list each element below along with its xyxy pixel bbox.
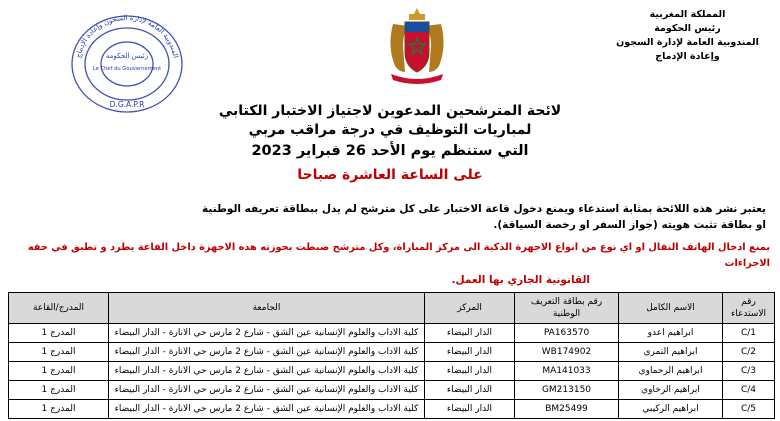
notice-devices-line-1: يمنع ادخال الهاتف النقال او اي نوع من انواع الاجهزة الذكية الى مركز المباراة، وكل مترشح ضبطت بحوزته هذه الاجهزة داخل القاعة يطرد و تطبق في حقه الاجراءات	[27, 242, 770, 269]
table-header-row	[9, 293, 775, 324]
cell-num: C/2	[723, 343, 775, 362]
title-line-1: لائحة المترشحين المدعوين لاجتياز الاختبار الكتابي	[218, 103, 562, 119]
col-header-id: رقم بطاقة التعريف الوطنية	[515, 293, 619, 324]
stamp-inner-french: Le Chef du Gouvernement	[92, 66, 162, 72]
col-header-name: الاسم الكامل	[619, 293, 723, 324]
cell-name: ابراهيم الركيبي	[619, 400, 723, 419]
cell-center: الدار البيضاء	[425, 362, 515, 381]
header-line-delegation: المندوبية العامة لإدارة السجون	[616, 37, 759, 48]
candidates-table	[8, 292, 775, 419]
cell-name: ابراهيم الرخاوي	[619, 381, 723, 400]
notice-identity	[116, 201, 766, 233]
cell-room: المدرج 1	[9, 362, 109, 381]
cell-num: C/4	[723, 381, 775, 400]
cell-num: C/3	[723, 362, 775, 381]
cell-name: ابراهيم التمري	[619, 343, 723, 362]
official-stamp-icon	[66, 8, 188, 113]
coat-of-arms-icon	[385, 6, 449, 86]
table-row	[9, 362, 775, 381]
cell-num: C/5	[723, 400, 775, 419]
cell-university: كلية الاداب والعلوم الإنسانية عين الشق - شارع 2 مارس حي الانارة - الدار البيضاء	[109, 381, 425, 400]
header-line-reintegration: وإعادة الإدماج	[655, 51, 720, 62]
table-row	[9, 381, 775, 400]
cell-room: المدرج 1	[9, 343, 109, 362]
cell-id: BM25499	[515, 400, 619, 419]
table-row	[9, 400, 775, 419]
cell-id: WB174902	[515, 343, 619, 362]
cell-room: المدرج 1	[9, 381, 109, 400]
cell-id: PA163570	[515, 324, 619, 343]
cell-center: الدار البيضاء	[425, 381, 515, 400]
table-row	[9, 324, 775, 343]
notice-devices	[10, 240, 770, 288]
title-line-4: على الساعة العاشرة صباحا	[297, 167, 483, 183]
notice-identity-line-2: او بطاقة تثبت هويته (جواز السفر او رخصة السياقة).	[493, 219, 766, 231]
cell-id: MA141033	[515, 362, 619, 381]
col-header-university: الجامعة	[109, 293, 425, 324]
title-line-2: لمباريات التوظيف في درجة مراقب مربي	[248, 122, 532, 138]
cell-university: كلية الاداب والعلوم الإنسانية عين الشق - شارع 2 مارس حي الانارة - الدار البيضاء	[109, 362, 425, 381]
cell-name: ابراهيم اعدو	[619, 324, 723, 343]
cell-center: الدار البيضاء	[425, 400, 515, 419]
header-line-kingdom: المملكة المغربية	[649, 9, 726, 20]
col-header-center: المركز	[425, 293, 515, 324]
header-line-government: رئيس الحكومة	[654, 23, 721, 34]
cell-university: كلية الاداب والعلوم الإنسانية عين الشق - شارع 2 مارس حي الانارة - الدار البيضاء	[109, 343, 425, 362]
institution-header	[605, 8, 770, 64]
cell-name: ابراهيم الرحماوي	[619, 362, 723, 381]
cell-id: GM213150	[515, 381, 619, 400]
notice-identity-line-1: يعتبر نشر هذه اللائحة بمثابة استدعاء ويمنع دخول قاعة الاختبار على كل مترشح لم يدل ببطاقة تعريفه الوطنية	[202, 203, 766, 215]
col-header-room: المدرج/القاعة	[9, 293, 109, 324]
notice-devices-line-2: القانونية الجاري بها العمل.	[451, 274, 590, 286]
cell-university: كلية الاداب والعلوم الإنسانية عين الشق - شارع 2 مارس حي الانارة - الدار البيضاء	[109, 400, 425, 419]
cell-num: C/1	[723, 324, 775, 343]
cell-university: كلية الاداب والعلوم الإنسانية عين الشق - شارع 2 مارس حي الانارة - الدار البيضاء	[109, 324, 425, 343]
table-row	[9, 343, 775, 362]
cell-center: الدار البيضاء	[425, 343, 515, 362]
cell-center: الدار البيضاء	[425, 324, 515, 343]
cell-room: المدرج 1	[9, 400, 109, 419]
cell-room: المدرج 1	[9, 324, 109, 343]
stamp-ring-text: المندوبية العامة لإدارة السجون وإعادة الإدماج	[74, 13, 180, 59]
stamp-code: D.G.A.P.R	[109, 100, 145, 109]
stamp-inner-arabic: رئيس الحكومة	[105, 52, 149, 60]
col-header-num: رقم الاستدعاء	[723, 293, 775, 324]
title-line-3: التي ستنظم يوم الأحد 26 فبراير 2023	[251, 143, 529, 159]
